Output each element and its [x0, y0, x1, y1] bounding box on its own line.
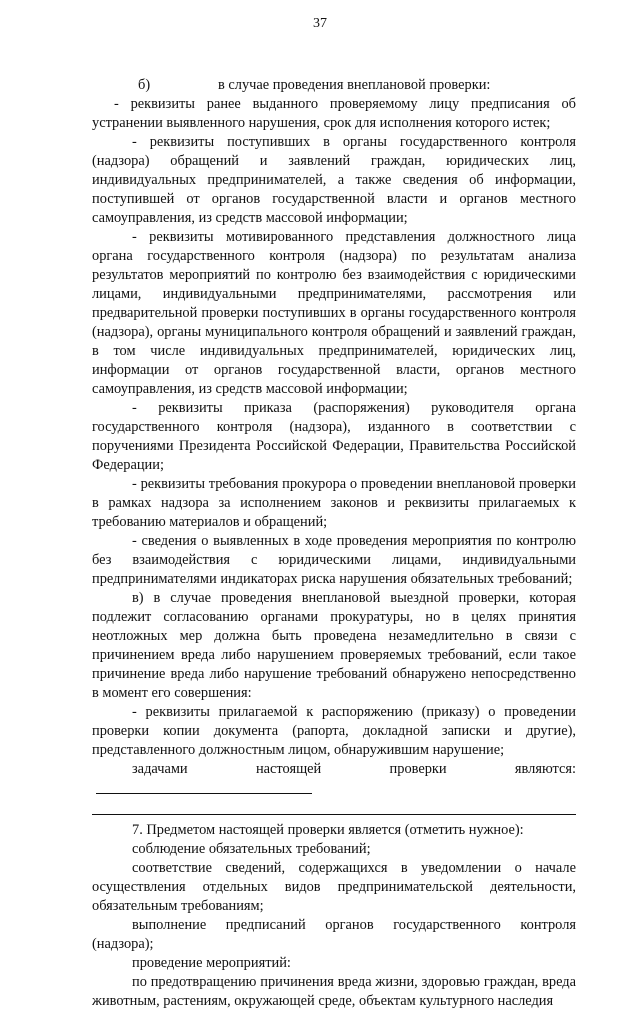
paragraph-motivated-submission: - реквизиты мотивированного представления должностного лица органа государственного контроля (надзора) по результатам анализа результатов мероприятий по контролю без взаимодействия с юридическими лицами, индивидуальными предпринимателями, рассмотрения или предварительной проверки поступивших в органы государственного контроля (надзора), органы муниципального контроля обращений и заявлений граждан, в том числе индивидуальных предпринимателей, юридических лиц, информации от органов государственной власти, органов местного самоуправления, из средств массовой информации; [92, 229, 576, 397]
subject-item-measures: проведение мероприятий: [132, 955, 291, 971]
paragraph-prior-order: - реквизиты ранее выданного проверяемому лицу предписания об устранении выявленного нарушения, срок для исполнения которого истек; [92, 96, 576, 131]
tasks-label: задачами настоящей проверки являются: [132, 761, 576, 777]
document-body [92, 76, 576, 1011]
section-v-paragraph: в) в случае проведения внеплановой выездной проверки, которая подлежит согласованию органами прокуратуры, но в целях принятия неотложных мер должна быть проведена незамедлительно в связи с причинением вреда либо нарушением проверяемых требований, если такое причинение вреда либо нарушение требований обнаружено непосредственно в момент его совершения: [92, 590, 576, 701]
tasks-line [92, 760, 576, 800]
section-b-marker: б) [138, 77, 151, 93]
tasks-fill-line[interactable] [96, 779, 312, 794]
paragraph-appeals: - реквизиты поступивших в органы государственного контроля (надзора) обращений и заявлений граждан, юридических лиц, индивидуальных предпринимателей, а также сведения об информации, поступившей от органов государственной власти и органов местного самоуправления, из средств массовой информации; [92, 134, 576, 226]
section-b-title: в случае проведения внеплановой проверки: [218, 77, 491, 93]
subject-item-notification: соответствие сведений, содержащихся в уведомлении о начале осуществления отдельных видов предпринимательской деятельности, обязательным требованиям; [92, 860, 576, 914]
paragraph-head-order: - реквизиты приказа (распоряжения) руководителя органа государственного контроля (надзора), изданного в соответствии с поручениями Президента Российской Федерации, Правительства Российской Федерации; [92, 400, 576, 473]
section-v-item: - реквизиты прилагаемой к распоряжению (приказу) о проведении проверки копии документа (рапорта, докладной записки и другие), представленного должностным лицом, обнаружившим нарушение; [92, 704, 576, 758]
section-b-heading [92, 76, 576, 95]
subject-item-compliance: соблюдение обязательных требований; [132, 841, 371, 857]
paragraph-prosecutor-demand: - реквизиты требования прокурора о проведении внеплановой проверки в рамках надзора за исполнением законов и реквизиты прилагаемых к требованию материалов и обращений; [92, 476, 576, 530]
subject-item-orders: выполнение предписаний органов государственного контроля (надзора); [92, 917, 576, 952]
page-number: 37 [313, 16, 327, 31]
section-7-heading: 7. Предметом настоящей проверки является (отметить нужное): [132, 822, 524, 838]
subject-item-prevention: по предотвращению причинения вреда жизни, здоровью граждан, вреда животным, растениям, окружающей среде, объектам культурного наследия [92, 974, 576, 1009]
paragraph-risk-indicators: - сведения о выявленных в ходе проведения мероприятия по контролю без взаимодействия с юридическими лицами, индивидуальными предпринимателями индикаторах риска нарушения обязательных требований; [92, 533, 576, 587]
horizontal-rule [92, 814, 576, 815]
